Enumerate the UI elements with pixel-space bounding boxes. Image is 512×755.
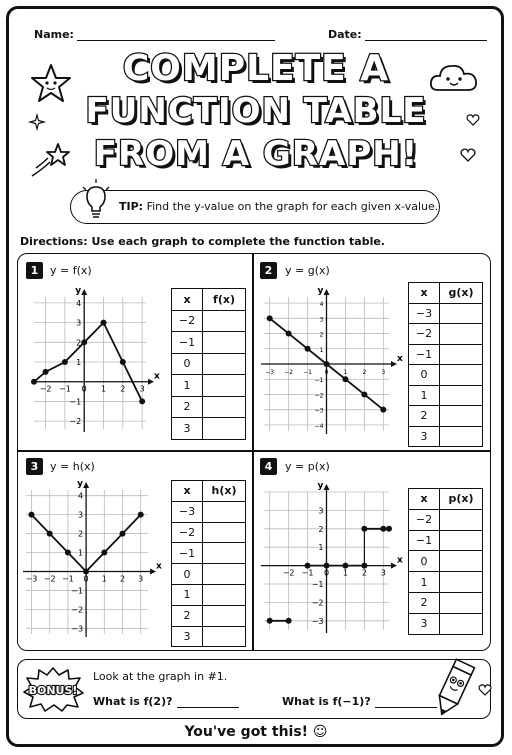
graph-g <box>258 285 403 437</box>
y-tick-label: −3 <box>314 407 324 415</box>
x-tick-label: 2 <box>361 568 367 578</box>
answer-cell[interactable] <box>440 572 483 593</box>
y-axis-arrow <box>83 482 89 488</box>
x-tick-label: 0 <box>323 568 330 578</box>
answer-cell[interactable] <box>440 406 483 427</box>
data-point <box>83 568 89 574</box>
answer-cell[interactable] <box>440 344 483 365</box>
sparkle-icon <box>30 115 44 129</box>
y-axis-label: y <box>317 286 324 296</box>
title-line-2: FUNCTION TABLE <box>85 91 427 131</box>
table-header-y: p(x) <box>440 489 483 510</box>
heart-icon <box>466 114 480 126</box>
date-line[interactable] <box>365 30 487 41</box>
name-line[interactable] <box>77 30 275 41</box>
bonus-badge-text: BONUS! <box>28 684 78 697</box>
y-tick-label: 4 <box>77 491 84 501</box>
table-header-x: x <box>172 481 203 502</box>
x-axis-label: x <box>156 561 162 572</box>
problem-function: y = g(x) <box>285 264 330 277</box>
x-value-cell: 0 <box>409 551 440 572</box>
y-tick-label: 4 <box>319 301 324 309</box>
data-point <box>286 331 292 337</box>
data-point <box>120 531 126 537</box>
x-value-cell: 1 <box>172 584 203 605</box>
bonus-question-1 <box>93 695 239 708</box>
y-tick-label: −2 <box>311 598 324 608</box>
data-point <box>138 512 144 518</box>
bonus-question-1-text: What is f(2)? <box>93 695 173 708</box>
table-row <box>172 501 246 522</box>
bonus-intro: Look at the graph in #1. <box>93 670 228 683</box>
x-tick-label: −2 <box>43 574 56 584</box>
data-point <box>286 618 292 624</box>
x-axis-label: x <box>397 555 403 566</box>
table-row <box>172 310 246 332</box>
y-tick-label: −2 <box>314 392 324 400</box>
x-value-cell: 2 <box>409 406 440 427</box>
x-tick-label: 0 <box>324 369 329 376</box>
x-value-cell: −2 <box>172 310 203 332</box>
table-row <box>172 396 246 418</box>
table-header-x: x <box>409 283 440 304</box>
answer-cell[interactable] <box>440 530 483 551</box>
x-value-cell: 1 <box>172 375 203 397</box>
function-table-p <box>408 488 483 635</box>
data-point <box>305 346 311 352</box>
heart-icon <box>478 684 492 696</box>
answer-cell[interactable] <box>203 605 246 626</box>
table-row <box>172 353 246 375</box>
x-tick-label: −1 <box>301 568 314 578</box>
x-tick-label: 3 <box>138 574 144 584</box>
y-tick-label: −2 <box>69 417 82 427</box>
x-tick-label: 1 <box>343 369 348 376</box>
answer-cell[interactable] <box>203 310 246 332</box>
x-tick-label: 2 <box>119 574 126 584</box>
x-tick-label: −1 <box>303 369 312 376</box>
y-tick-label: −1 <box>69 397 82 407</box>
table-header-x: x <box>409 489 440 510</box>
table-row <box>409 385 483 406</box>
data-point <box>361 391 367 397</box>
y-tick-label: −4 <box>314 422 324 430</box>
function-table-g <box>408 282 483 447</box>
table-row <box>409 509 483 530</box>
function-table-f <box>171 288 246 440</box>
lightbulb-icon <box>81 179 111 223</box>
table-row <box>172 584 246 605</box>
table-row <box>409 365 483 386</box>
date-field[interactable] <box>328 28 487 41</box>
table-header-row <box>409 283 483 304</box>
data-point <box>139 398 145 404</box>
x-tick-label: −2 <box>284 369 294 376</box>
answer-cell[interactable] <box>203 584 246 605</box>
y-axis-arrow <box>324 289 330 295</box>
y-tick-label: 2 <box>318 524 324 534</box>
date-label: Date: <box>328 28 362 41</box>
table-row <box>409 406 483 427</box>
y-tick-label: 2 <box>76 338 82 348</box>
answer-cell[interactable] <box>203 626 246 647</box>
tip-body: Find the y-value on the graph for each given x-value. <box>146 200 439 213</box>
x-value-cell: 1 <box>409 572 440 593</box>
table-header-x: x <box>172 289 203 311</box>
y-tick-label: −2 <box>71 605 84 615</box>
data-point <box>62 359 68 365</box>
y-tick-label: 2 <box>319 331 324 339</box>
answer-blank[interactable] <box>375 697 437 708</box>
y-tick-label: 1 <box>76 358 82 368</box>
pencil-icon <box>432 655 476 721</box>
y-tick-label: 3 <box>318 506 324 516</box>
y-tick-label: 3 <box>77 510 84 520</box>
answer-cell[interactable] <box>440 324 483 345</box>
data-point <box>28 512 34 518</box>
x-value-cell: 2 <box>172 396 203 418</box>
answer-cell[interactable] <box>440 385 483 406</box>
y-tick-label: 4 <box>76 298 82 308</box>
x-tick-label: 2 <box>120 384 126 394</box>
tip-label: TIP: <box>119 200 144 213</box>
x-tick-label: 3 <box>381 369 386 376</box>
y-tick-label: 1 <box>319 346 324 354</box>
x-axis-label: x <box>154 371 160 382</box>
answer-cell[interactable] <box>203 522 246 543</box>
problem-number: 2 <box>260 262 277 279</box>
x-value-cell: −3 <box>172 501 203 522</box>
table-row <box>409 324 483 345</box>
table-header-row <box>409 489 483 510</box>
y-axis-label: y <box>317 481 324 491</box>
table-row <box>172 418 246 440</box>
answer-cell[interactable] <box>203 332 246 354</box>
x-tick-label: 1 <box>101 574 107 584</box>
data-point <box>47 531 53 537</box>
data-point <box>101 320 107 326</box>
table-row <box>409 551 483 572</box>
answer-cell[interactable] <box>203 353 246 375</box>
table-row <box>409 592 483 613</box>
title-line-1: COMPLETE A <box>122 48 390 89</box>
data-point <box>120 359 126 365</box>
table-row <box>409 344 483 365</box>
data-point <box>324 361 330 367</box>
answer-cell[interactable] <box>203 543 246 564</box>
y-axis-label: y <box>77 479 83 489</box>
answer-cell[interactable] <box>440 303 483 324</box>
data-point <box>386 526 392 532</box>
x-value-cell: −2 <box>409 324 440 345</box>
bonus-badge <box>22 666 84 712</box>
y-tick-label: −3 <box>311 616 324 626</box>
tip-box <box>70 190 440 224</box>
answer-cell[interactable] <box>203 564 246 585</box>
table-row <box>409 303 483 324</box>
bonus-question-2 <box>282 695 437 708</box>
answer-cell[interactable] <box>203 396 246 418</box>
table-header-row <box>172 289 246 311</box>
answer-blank[interactable] <box>177 697 239 708</box>
x-tick-label: 1 <box>100 384 107 394</box>
table-row <box>172 543 246 564</box>
data-point <box>342 376 348 382</box>
y-tick-label: 1 <box>318 543 324 553</box>
x-axis-label: x <box>397 354 403 364</box>
table-row <box>172 375 246 397</box>
answer-cell[interactable] <box>440 551 483 572</box>
problem-number: 3 <box>26 458 43 475</box>
x-value-cell: 3 <box>409 426 440 447</box>
x-value-cell: −3 <box>409 303 440 324</box>
x-value-cell: 0 <box>172 353 203 375</box>
x-tick-label: −3 <box>25 574 38 584</box>
y-axis-arrow <box>81 289 87 295</box>
directions: Directions: Use each graph to complete the function table. <box>20 235 385 248</box>
data-point <box>31 379 37 385</box>
name-field[interactable] <box>34 28 275 41</box>
problem-function: y = h(x) <box>50 460 95 473</box>
x-value-cell: 3 <box>172 626 203 647</box>
data-point <box>342 563 348 569</box>
x-tick-label: −2 <box>282 568 295 578</box>
x-tick-label: −3 <box>265 369 275 376</box>
table-row <box>409 613 483 634</box>
data-point <box>380 526 386 532</box>
x-value-cell: −1 <box>409 530 440 551</box>
graph-f <box>26 285 160 435</box>
problem-number: 1 <box>26 262 43 279</box>
answer-cell[interactable] <box>440 613 483 634</box>
x-tick-label: −2 <box>39 384 52 394</box>
y-tick-label: −3 <box>71 624 84 634</box>
footer-message: You've got this! ☺ <box>184 724 328 740</box>
x-value-cell: −2 <box>409 509 440 530</box>
grid-divider-horizontal <box>18 450 490 452</box>
data-point <box>305 563 311 569</box>
data-point <box>101 550 107 556</box>
graph-p <box>258 480 403 636</box>
table-row <box>409 426 483 447</box>
answer-cell[interactable] <box>440 592 483 613</box>
data-point <box>380 407 386 413</box>
data-point <box>267 315 273 321</box>
tip-text <box>119 200 438 213</box>
answer-cell[interactable] <box>440 365 483 386</box>
y-tick-label: 2 <box>77 529 84 539</box>
table-row <box>172 605 246 626</box>
x-value-cell: 3 <box>409 613 440 634</box>
problem-function: y = p(x) <box>285 460 330 473</box>
data-point <box>324 563 330 569</box>
x-value-cell: −1 <box>172 332 203 354</box>
data-point <box>81 339 87 345</box>
x-tick-label: 0 <box>83 574 89 584</box>
function-table-h <box>171 480 246 647</box>
data-point <box>267 618 273 624</box>
table-header-row <box>172 481 246 502</box>
answer-cell[interactable] <box>203 501 246 522</box>
data-point <box>43 369 49 375</box>
y-axis-label: y <box>75 286 82 296</box>
table-row <box>172 522 246 543</box>
x-value-cell: 2 <box>172 605 203 626</box>
y-tick-label: 3 <box>319 316 324 324</box>
y-axis-arrow <box>324 484 330 490</box>
heart-icon <box>460 148 476 162</box>
problem-number: 4 <box>260 458 277 475</box>
problem-function: y = f(x) <box>50 264 92 277</box>
table-row <box>172 564 246 585</box>
y-tick-label: 3 <box>76 318 82 328</box>
x-value-cell: 0 <box>409 365 440 386</box>
table-header-y: h(x) <box>203 481 246 502</box>
x-value-cell: −1 <box>172 543 203 564</box>
table-header-y: g(x) <box>440 283 483 304</box>
name-label: Name: <box>34 28 74 41</box>
x-value-cell: 1 <box>409 385 440 406</box>
grid-divider-vertical <box>252 254 254 650</box>
answer-cell[interactable] <box>440 509 483 530</box>
table-row <box>172 626 246 647</box>
answer-cell[interactable] <box>203 418 246 440</box>
x-value-cell: −2 <box>172 522 203 543</box>
x-tick-label: 0 <box>81 384 87 394</box>
data-point <box>65 550 71 556</box>
y-tick-label: −1 <box>311 580 324 589</box>
table-row <box>409 572 483 593</box>
table-row <box>172 332 246 354</box>
x-value-cell: −1 <box>409 344 440 365</box>
x-value-cell: 2 <box>409 592 440 613</box>
x-tick-label: 1 <box>342 568 348 578</box>
answer-cell[interactable] <box>440 426 483 447</box>
x-value-cell: 0 <box>172 564 203 585</box>
bonus-box <box>17 659 491 719</box>
title-line-3: FROM A GRAPH! <box>93 134 419 174</box>
worksheet-title <box>60 48 452 178</box>
x-tick-label: −1 <box>61 574 74 584</box>
y-tick-label: −1 <box>71 586 84 596</box>
table-row <box>409 530 483 551</box>
graph-h <box>20 478 160 640</box>
x-tick-label: 3 <box>139 384 145 394</box>
table-header-y: f(x) <box>203 289 246 311</box>
x-tick-label: 2 <box>362 369 367 376</box>
answer-cell[interactable] <box>203 375 246 397</box>
y-tick-label: 1 <box>77 548 84 558</box>
y-tick-label: −1 <box>314 377 324 385</box>
x-value-cell: 3 <box>172 418 203 440</box>
x-tick-label: 3 <box>380 568 386 578</box>
bonus-question-2-text: What is f(−1)? <box>282 695 371 708</box>
x-tick-label: −1 <box>58 384 71 394</box>
